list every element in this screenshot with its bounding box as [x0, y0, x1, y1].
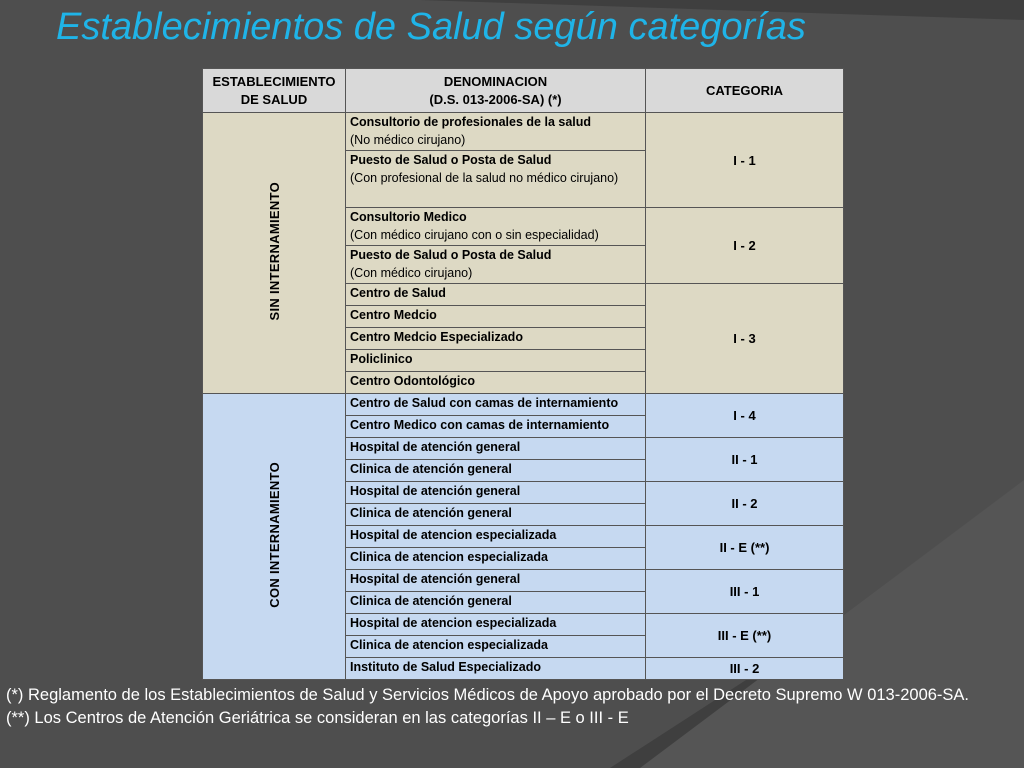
row-denominacion: [346, 592, 646, 614]
header-categoria: CATEGORIA: [646, 69, 844, 113]
category-cell: III - 2: [646, 658, 844, 680]
row-name: Hospital de atención general: [350, 440, 521, 454]
row-name: Puesto de Salud o Posta de Salud: [350, 248, 552, 262]
group-label-sin: SIN INTERNAMIENTO: [266, 182, 282, 321]
row-denominacion: [346, 350, 646, 372]
header-denominacion-line1: DENOMINACION: [443, 73, 548, 89]
category-cell: II - E (**): [646, 526, 844, 570]
row-denominacion: [346, 526, 646, 548]
row-name: Clinica de atención general: [350, 462, 512, 476]
row-denominacion: [346, 151, 646, 208]
slide-title: Establecimientos de Salud según categorías: [56, 6, 806, 48]
row-denominacion: [346, 438, 646, 460]
footnotes: [6, 684, 1016, 730]
row-denominacion: [346, 460, 646, 482]
category-cell: III - E (**): [646, 614, 844, 658]
row-name: Hospital de atención general: [350, 572, 521, 586]
row-name: Hospital de atencion especializada: [350, 528, 557, 542]
row-name: Centro Medcio: [350, 308, 437, 322]
row-denominacion: [346, 394, 646, 416]
category-cell: III - 1: [646, 570, 844, 614]
category-cell: I - 1: [646, 113, 844, 208]
row-denominacion: [346, 504, 646, 526]
row-denominacion: [346, 246, 646, 284]
footnote-1: (*) Reglamento de los Establecimientos de Salud y Servicios Médicos de Apoyo aprobado por el Decreto Supremo W 013-2006-SA.: [6, 686, 970, 704]
row-denominacion: [346, 284, 646, 306]
row-name: Consultorio Medico: [350, 210, 467, 224]
group-con-internamiento: [203, 394, 346, 680]
row-name: Clinica de atención general: [350, 506, 512, 520]
table-row: [203, 113, 844, 151]
row-denominacion: [346, 208, 646, 246]
row-denominacion: [346, 306, 646, 328]
row-name: Hospital de atención general: [350, 484, 521, 498]
row-denominacion: [346, 636, 646, 658]
header-establecimiento-line2: DE SALUD: [240, 91, 308, 107]
row-name: Centro Medico con camas de internamiento: [350, 418, 610, 432]
row-sub: (Con profesional de la salud no médico cirujano): [350, 171, 619, 185]
row-name: Policlinico: [350, 352, 413, 366]
row-denominacion: [346, 372, 646, 394]
row-denominacion: [346, 548, 646, 570]
row-sub: (Con médico cirujano): [350, 266, 473, 280]
header-denominacion: [346, 69, 646, 113]
row-name: Centro de Salud: [350, 286, 446, 300]
row-name: Clinica de atencion especializada: [350, 638, 548, 652]
row-name: Clinica de atencion especializada: [350, 550, 548, 564]
row-sub: (No médico cirujano): [350, 133, 466, 147]
group-sin-internamiento: [203, 113, 346, 394]
row-sub: (Con médico cirujano con o sin especialidad): [350, 228, 599, 242]
row-denominacion: [346, 614, 646, 636]
table-header-row: [203, 69, 844, 113]
row-name: Clinica de atención general: [350, 594, 512, 608]
row-denominacion: [346, 416, 646, 438]
category-cell: I - 4: [646, 394, 844, 438]
row-denominacion: [346, 570, 646, 592]
row-denominacion: [346, 113, 646, 151]
row-name: Puesto de Salud o Posta de Salud: [350, 153, 552, 167]
row-name: Consultorio de profesionales de la salud: [350, 115, 592, 129]
category-cell: I - 3: [646, 284, 844, 394]
row-name: Centro de Salud con camas de internamiento: [350, 396, 619, 410]
categories-table: [202, 68, 844, 680]
table-row: [203, 394, 844, 416]
row-name: Hospital de atencion especializada: [350, 616, 557, 630]
footnote-2: (**) Los Centros de Atención Geriátrica se consideran en las categorías II – E o III - E: [6, 709, 629, 727]
category-cell: II - 1: [646, 438, 844, 482]
header-establecimiento: [203, 69, 346, 113]
row-name: Instituto de Salud Especializado: [350, 660, 542, 674]
category-cell: I - 2: [646, 208, 844, 284]
group-label-con: CON INTERNAMIENTO: [266, 462, 282, 608]
header-establecimiento-line1: ESTABLECIMIENTO: [212, 73, 336, 89]
row-name: Centro Medcio Especializado: [350, 330, 523, 344]
row-denominacion: [346, 482, 646, 504]
category-cell: II - 2: [646, 482, 844, 526]
header-denominacion-line2: (D.S. 013-2006-SA) (*): [429, 91, 562, 107]
row-denominacion: [346, 658, 646, 680]
row-denominacion: [346, 328, 646, 350]
row-name: Centro Odontológico: [350, 374, 475, 388]
